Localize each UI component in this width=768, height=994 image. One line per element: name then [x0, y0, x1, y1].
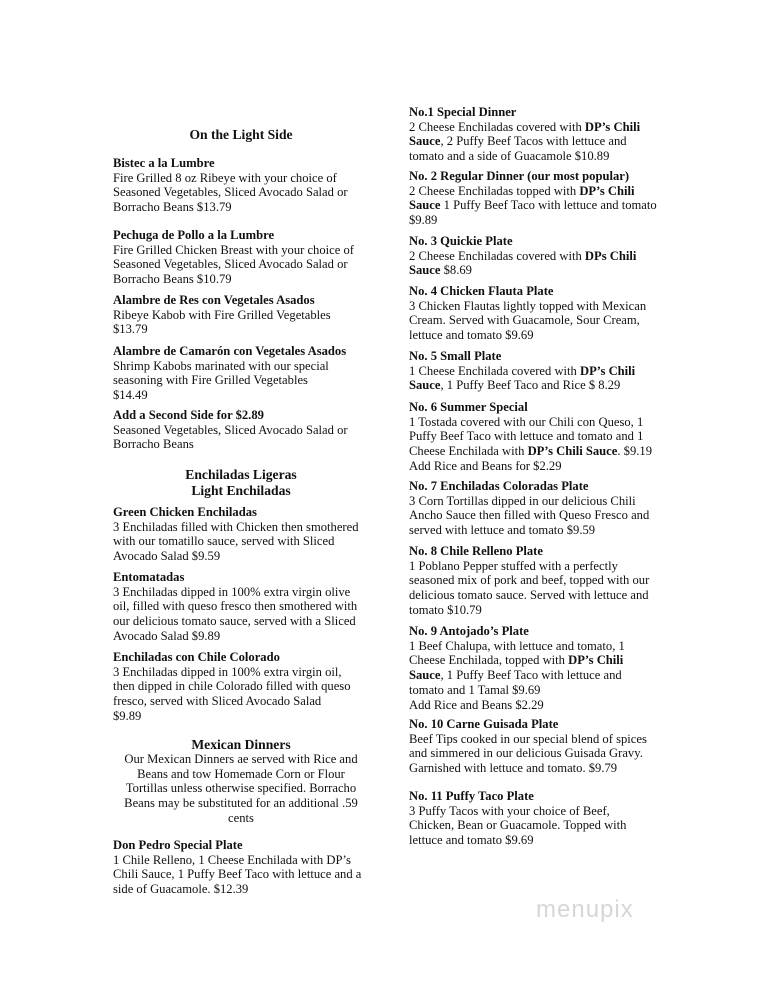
menu-item-title: Pechuga de Pollo a la Lumbre — [113, 228, 275, 242]
heading-line: Enchiladas Ligeras — [185, 467, 297, 482]
menu-item-title: Bistec a la Lumbre — [113, 156, 215, 170]
description-line: seasoned mix of pork and beef, topped with our — [409, 573, 650, 588]
section-heading — [113, 467, 369, 499]
heading-line: Light Enchiladas — [191, 483, 291, 498]
text-segment: $8.69 — [440, 263, 472, 278]
text-segment: 1 Cheese Enchilada covered with — [409, 363, 580, 378]
description-line: Add Rice and Beans for $2.29 — [409, 458, 562, 473]
bold-text-segment: Sauce — [409, 263, 441, 278]
description-line: Chicken, Bean or Guacamole. Topped with — [409, 818, 627, 833]
menupix-watermark: menupix — [536, 896, 634, 923]
menu-item — [113, 505, 373, 564]
bold-text-segment: DPs Chili — [584, 248, 637, 263]
description-line: Seasoned Vegetables, Sliced Avocado Salad or — [113, 185, 348, 200]
bold-text-segment: DP’s Chili — [579, 183, 635, 198]
description-line: and simmered in our delicious Guisada Gravy. — [409, 746, 643, 761]
menu-item-title: Green Chicken Enchiladas — [113, 505, 257, 519]
description-line: $9.89 — [113, 708, 142, 723]
menu-item — [409, 105, 679, 164]
menu-item-title: Entomatadas — [113, 570, 185, 584]
description-line: Avocado Salad $9.89 — [113, 628, 221, 643]
description-line: side of Guacamole. $12.39 — [113, 882, 249, 897]
description-line: fresco, served with Sliced Avocado Salad — [113, 694, 322, 709]
description-line: Ribeye Kabob with Fire Grilled Vegetables — [113, 307, 331, 322]
description-line: Add Rice and Beans $2.29 — [409, 697, 544, 712]
description-line: 1 Chile Relleno, 1 Cheese Enchilada with DP’s — [113, 852, 351, 867]
description-line: Borracho Beans $10.79 — [113, 272, 232, 287]
description-line: then dipped in chile Colorado filled with queso — [113, 679, 351, 694]
description-line: Ancho Sauce then filled with Queso Fresco and — [409, 508, 650, 523]
heading-line: On the Light Side — [189, 127, 293, 142]
description-line: oil, filled with queso fresco then smothered with — [113, 599, 358, 614]
description-line: 3 Puffy Tacos with your choice of Beef, — [409, 803, 610, 818]
description-line: $9.89 — [409, 213, 438, 228]
text-segment: . $9.19 — [617, 444, 652, 459]
menu-item-title: No. 4 Chicken Flauta Plate — [409, 284, 554, 298]
menu-item — [113, 650, 373, 724]
description-line: our delicious tomato sauce, served with a Sliced — [113, 614, 356, 629]
menu-item — [113, 344, 373, 403]
text-segment: Cheese Enchilada with — [409, 444, 528, 459]
section-description — [113, 752, 369, 826]
description-line — [409, 364, 679, 379]
text-segment: 2 Cheese Enchiladas covered with — [409, 119, 585, 134]
description-line: Fire Grilled Chicken Breast with your choice of — [113, 242, 354, 257]
menu-item — [409, 544, 679, 618]
text-segment: , 1 Puffy Beef Taco with lettuce and — [440, 668, 622, 683]
menu-item-title: No. 3 Quickie Plate — [409, 234, 513, 248]
menu-item — [409, 717, 679, 776]
bold-text-segment: DP’s Chili — [584, 119, 641, 134]
description-line: Cream. Served with Guacamole, Sour Cream, — [409, 313, 640, 328]
description-line: Seasoned Vegetables, Sliced Avocado Salad or — [113, 257, 348, 272]
bold-text-segment: DP’s Chili — [568, 653, 624, 668]
bold-text-segment: DP’s Chili — [580, 363, 636, 378]
description-line: Borracho Beans $13.79 — [113, 200, 232, 215]
menu-item — [113, 293, 373, 337]
menu-item-title: Alambre de Camarón con Vegetales Asados — [113, 344, 347, 358]
description-line: Beans may be substituted for an additional .59 — [124, 796, 358, 811]
menu-item — [409, 284, 679, 343]
bold-text-segment: Sauce — [409, 378, 441, 393]
description-line: Beef Tips cooked in our special blend of spices — [409, 731, 647, 746]
description-line: lettuce and tomato $9.69 — [409, 833, 534, 848]
menu-item-title: No. 11 Puffy Taco Plate — [409, 789, 534, 803]
description-line: 3 Corn Tortillas dipped in our delicious Chili — [409, 493, 636, 508]
text-segment: , 2 Puffy Beef Tacos with lettuce and — [440, 134, 627, 149]
description-line: delicious tomato sauce. Served with lettuce and — [409, 588, 649, 603]
description-line: Chili Sauce, 1 Puffy Beef Taco with lettuce and a — [113, 867, 362, 882]
menu-item-title: No. 7 Enchiladas Coloradas Plate — [409, 479, 589, 493]
description-line: Borracho Beans — [113, 437, 194, 452]
description-line: seasoning with Fire Grilled Vegetables — [113, 373, 308, 388]
description-line — [409, 198, 679, 213]
menu-item-title: No. 10 Carne Guisada Plate — [409, 717, 559, 731]
description-line: Seasoned Vegetables, Sliced Avocado Salad or — [113, 422, 348, 437]
menu-item — [113, 838, 373, 897]
menu-item — [409, 349, 679, 393]
description-line: tomato and a side of Guacamole $10.89 — [409, 149, 610, 164]
description-line: Tortillas unless otherwise specified. Borracho — [125, 781, 357, 796]
description-line: 1 Beef Chalupa, with lettuce and tomato, 1 — [409, 638, 625, 653]
menu-item-title: Alambre de Res con Vegetales Asados — [113, 293, 315, 307]
description-line: tomato and 1 Tamal $9.69 — [409, 682, 541, 697]
menu-item — [409, 234, 679, 278]
section-heading — [113, 737, 369, 753]
description-line: Avocado Salad $9.59 — [113, 549, 221, 564]
description-line: 3 Chicken Flautas lightly topped with Mexican — [409, 298, 647, 313]
menu-item-title: No. 2 Regular Dinner (our most popular) — [409, 169, 630, 183]
menu-item-title: Add a Second Side for $2.89 — [113, 408, 264, 422]
description-line: $14.49 — [113, 388, 148, 403]
description-line: tomato $10.79 — [409, 602, 482, 617]
description-line — [409, 134, 679, 149]
menu-item — [409, 624, 679, 712]
description-line: Fire Grilled 8 oz Ribeye with your choice of — [113, 170, 337, 185]
menu-item-title: Don Pedro Special Plate — [113, 838, 243, 852]
section-heading — [113, 127, 369, 143]
text-segment: 2 Cheese Enchiladas topped with — [409, 183, 580, 198]
menu-item-title: No. 9 Antojado’s Plate — [409, 624, 529, 638]
text-segment: 1 Puffy Beef Taco with lettuce and tomato — [440, 198, 657, 213]
bold-text-segment: Sauce — [409, 198, 441, 213]
description-line: 1 Poblano Pepper stuffed with a perfectly — [409, 558, 618, 573]
description-line: Our Mexican Dinners ae served with Rice and — [124, 752, 358, 766]
description-line: Garnished with lettuce and tomato. $9.79 — [409, 761, 618, 776]
description-line — [409, 184, 679, 199]
description-line: 3 Enchiladas dipped in 100% extra virgin olive — [113, 584, 351, 599]
menu-item — [409, 789, 679, 848]
description-line — [409, 378, 679, 393]
description-line — [409, 249, 679, 264]
menu-item-title: No.1 Special Dinner — [409, 105, 517, 119]
menu-item — [409, 169, 679, 228]
description-line — [409, 444, 679, 459]
heading-line: Mexican Dinners — [191, 737, 291, 752]
description-line: Puffy Beef Taco with lettuce and tomato and 1 — [409, 429, 644, 444]
description-line — [409, 668, 679, 683]
menu-item — [113, 408, 373, 452]
menu-item — [113, 156, 373, 215]
description-line: 3 Enchiladas filled with Chicken then smothered — [113, 519, 359, 534]
menu-item-title: No. 5 Small Plate — [409, 349, 502, 363]
menu-item-title: No. 8 Chile Relleno Plate — [409, 544, 543, 558]
description-line: Beans and tow Homemade Corn or Flour — [137, 766, 345, 781]
menu-item-title: No. 6 Summer Special — [409, 400, 528, 414]
description-line: cents — [228, 810, 254, 825]
description-line: Shrimp Kabobs marinated with our special — [113, 358, 329, 373]
description-line — [409, 653, 679, 668]
menu-item — [113, 228, 373, 287]
description-line: 1 Tostada covered with our Chili con Queso, 1 — [409, 414, 644, 429]
description-line: $13.79 — [113, 322, 148, 337]
menu-item — [113, 570, 373, 644]
menu-item — [409, 400, 679, 474]
description-line — [409, 263, 679, 278]
menu-item — [409, 479, 679, 538]
text-segment: 2 Cheese Enchiladas covered with — [409, 248, 585, 263]
text-segment: Cheese Enchilada, topped with — [409, 653, 569, 668]
description-line: served with lettuce and tomato $9.59 — [409, 523, 596, 538]
bold-text-segment: Sauce — [409, 134, 441, 149]
description-line: 3 Enchiladas dipped in 100% extra virgin oil, — [113, 664, 342, 679]
description-line — [409, 120, 679, 135]
menu-item-title: Enchiladas con Chile Colorado — [113, 650, 280, 664]
bold-text-segment: DP’s Chili Sauce — [527, 444, 618, 459]
description-line: lettuce and tomato $9.69 — [409, 328, 534, 343]
description-line: with our tomatillo sauce, served with Sliced — [113, 534, 335, 549]
text-segment: , 1 Puffy Beef Taco and Rice $ 8.29 — [440, 378, 621, 393]
bold-text-segment: Sauce — [409, 668, 441, 683]
